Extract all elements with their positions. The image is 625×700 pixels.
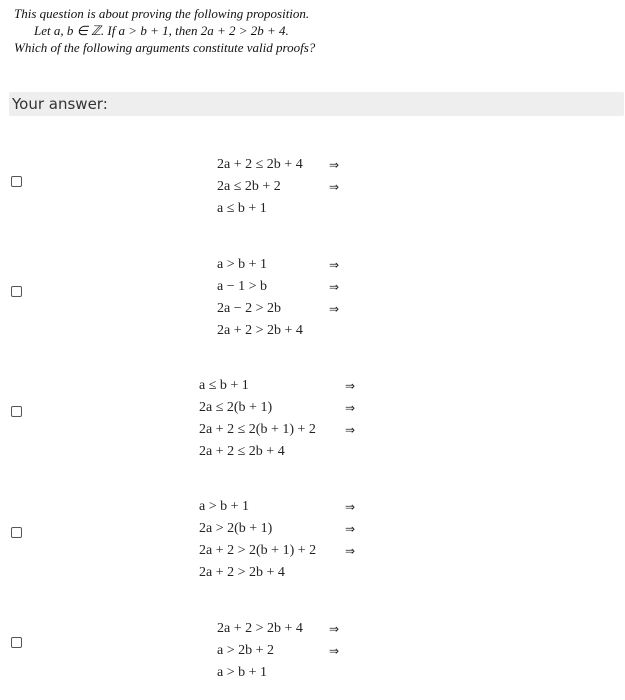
question-text <box>14 5 315 56</box>
option-checkbox-2[interactable] <box>11 286 22 297</box>
implies-arrow-icon: ⇒ <box>345 544 356 558</box>
implies-arrow-icon: ⇒ <box>329 258 340 272</box>
implies-arrow-icon: ⇒ <box>345 379 356 393</box>
proof-equation: 2a + 2 ≤ 2b + 4 <box>199 444 285 459</box>
proof-equation: a > b + 1 <box>217 665 268 680</box>
proof-equation: 2a + 2 > 2b + 4 <box>217 323 303 338</box>
implies-arrow-icon: ⇒ <box>345 500 356 514</box>
question-line-1: This question is about proving the following proposition. <box>14 6 310 21</box>
proof-equation: 2a + 2 ≤ 2(b + 1) + 2 <box>199 422 316 437</box>
implies-arrow-icon: ⇒ <box>345 401 356 415</box>
answer-label: Your answer: <box>12 95 108 113</box>
proof-equation: 2a ≤ 2b + 2 <box>217 179 281 194</box>
proof-equation: 2a − 2 > 2b <box>217 301 282 316</box>
proof-equation: a > 2b + 2 <box>217 643 275 658</box>
proof-equation: a > b + 1 <box>199 499 250 514</box>
option-checkbox-1[interactable] <box>11 176 22 187</box>
proof-equation: a − 1 > b <box>217 279 268 294</box>
implies-arrow-icon: ⇒ <box>345 522 356 536</box>
option-checkbox-3[interactable] <box>11 406 22 417</box>
proof-equation: 2a ≤ 2(b + 1) <box>199 400 273 415</box>
proof-equation: 2a + 2 ≤ 2b + 4 <box>217 157 303 172</box>
implies-arrow-icon: ⇒ <box>345 423 356 437</box>
proof-equation: a > b + 1 <box>217 257 268 272</box>
implies-arrow-icon: ⇒ <box>329 302 340 316</box>
implies-arrow-icon: ⇒ <box>329 622 340 636</box>
proof-equation: 2a + 2 > 2b + 4 <box>217 621 303 636</box>
proof-equation: 2a > 2(b + 1) <box>199 521 273 536</box>
implies-arrow-icon: ⇒ <box>329 644 340 658</box>
proof-equation: a ≤ b + 1 <box>217 201 267 216</box>
proof-equation: 2a + 2 > 2(b + 1) + 2 <box>199 543 317 558</box>
option-checkbox-4[interactable] <box>11 527 22 538</box>
implies-arrow-icon: ⇒ <box>329 280 340 294</box>
answer-header <box>9 92 624 116</box>
proof-equation: a ≤ b + 1 <box>199 378 249 393</box>
implies-arrow-icon: ⇒ <box>329 180 340 194</box>
implies-arrow-icon: ⇒ <box>329 158 340 172</box>
option-checkbox-5[interactable] <box>11 637 22 648</box>
question-line-2: Let a, b ∈ ℤ. If a > b + 1, then 2a + 2 > 2b + 4. <box>34 23 289 38</box>
proof-equation: 2a + 2 > 2b + 4 <box>199 565 285 580</box>
question-line-3: Which of the following arguments constitute valid proofs? <box>14 40 316 55</box>
